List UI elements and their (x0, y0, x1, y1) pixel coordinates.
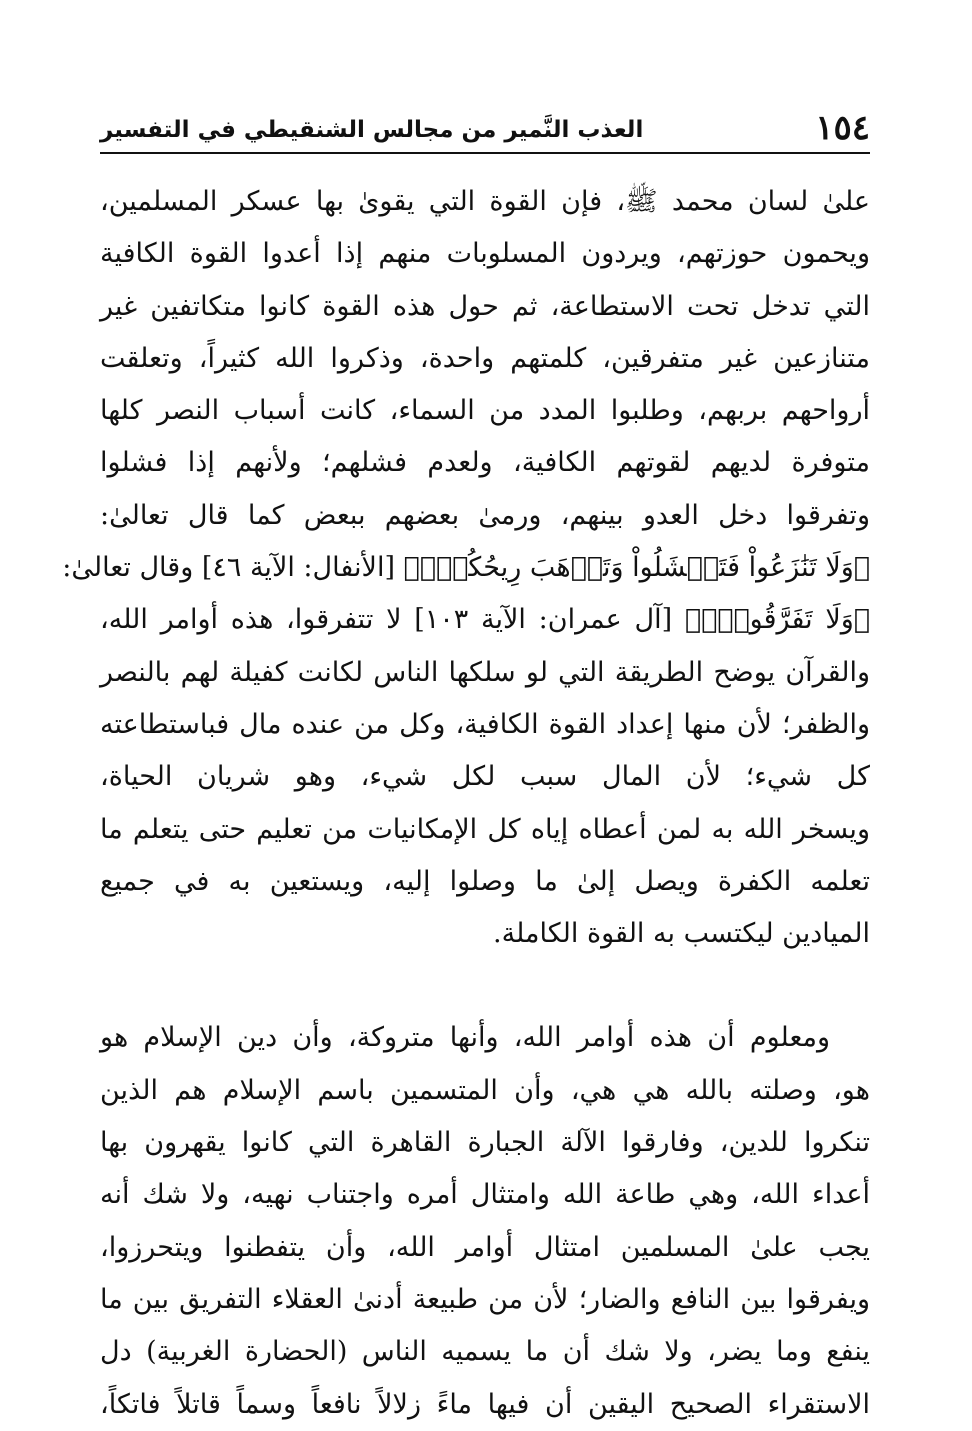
text-line: ومعلوم أن هذه أوامر الله، وأنها متروكة، وأن دين الإسلام هو (100, 1022, 830, 1054)
page-body (62, 176, 870, 1431)
text-line: الاستقراء الصحيح اليقين أن فيها ماءً زلالاً نافعاً وسماً قاتلاً فاتكاً، (100, 1388, 870, 1420)
text-line: ويسخر الله به لمن أعطاه إياه كل الإمكانيات من تعليم حتى يتعلم ما (100, 813, 870, 845)
text-line: ينفع وما يضر، ولا شك أن ما يسميه الناس (الحضارة الغربية) دل (100, 1336, 870, 1368)
quran-verse-line: ﴿وَلَا تَفَرَّقُواْۚ﴾ [آل عمران: الآية ١٠٣] لا تتفرقوا، هذه أوامر الله، (100, 604, 870, 636)
text-line: متنازعين غير متفرقين، كلمتهم واحدة، وذكروا الله كثيراً، وتعلقت (100, 342, 870, 374)
paragraph-1 (62, 176, 870, 960)
header-rule (100, 152, 870, 154)
text-line: هو، وصلته بالله هي هي، وأن المتسمين باسم الإسلام هم الذين (100, 1074, 870, 1106)
text-line: متوفرة لديهم لقوتهم الكافية، ولعدم فشلهم؛ ولأنهم إذا فشلوا (100, 447, 870, 479)
running-title: العذب النَّمير من مجالس الشنقيطي في التفسير (100, 117, 644, 143)
text-line: تعلمه الكفرة ويصل إلىٰ ما وصلوا إليه، ويستعين به في جميع (100, 865, 870, 897)
text-line: أرواحهم بربهم، وطلبوا المدد من السماء، كانت أسباب النصر كلها (100, 395, 870, 427)
text-line: تنكروا للدين، وفارقوا الآلة الجبارة القاهرة التي كانوا يقهرون بها (100, 1127, 870, 1159)
text-line: وتفرقوا دخل العدو بينهم، ورمىٰ بعضهم ببعض كما قال تعالىٰ: (100, 499, 870, 531)
text-line: علىٰ لسان محمد ﷺ، فإن القوة التي يقوىٰ بها عسكر المسلمين، (100, 186, 870, 217)
page-header (100, 104, 870, 148)
text-line: والقرآن يوضح الطريقة التي لو سلكها الناس لكانت كفيلة لهم بالنصر (100, 656, 870, 688)
text-line: التي تدخل تحت الاستطاعة، ثم حول هذه القوة كانوا متكاتفين غير (100, 290, 870, 322)
paragraph-2 (100, 1012, 870, 1430)
text-line: ويحمون حوزتهم، ويردون المسلوبات منهم إذا أعدوا القوة الكافية (100, 238, 870, 270)
text-line: ويفرقوا بين النافع والضار؛ لأن من طبيعة أدنىٰ العقلاء التفريق بين ما (100, 1283, 870, 1315)
paragraph-gap (100, 960, 870, 1012)
text-line: الميادين ليكتسب به القوة الكاملة. (493, 918, 870, 950)
text-line: كل شيء؛ لأن المال سبب لكل شيء، وهو شريان الحياة، (100, 761, 870, 793)
text-line: والظفر؛ لأن منها إعداد القوة الكافية، وكل من عنده مال فباستطاعته (100, 708, 870, 740)
text-line: يجب علىٰ المسلمين امتثال أوامر الله، وأن يتفطنوا ويتحرزوا، (100, 1231, 870, 1263)
text-line: أعداء الله، وهي طاعة الله وامتثال أمره واجتناب نهيه، ولا شك أنه (100, 1179, 870, 1211)
page-number: ١٥٤ (815, 108, 870, 148)
quran-verse-line: ﴿وَلَا تَنَٰزَعُواْ فَتَفۡشَلُواْ وَتَذۡهَبَ رِيحُكُمۡۖ﴾ [الأنفال: الآية ٤٦] وقال تعالىٰ: (62, 552, 870, 584)
